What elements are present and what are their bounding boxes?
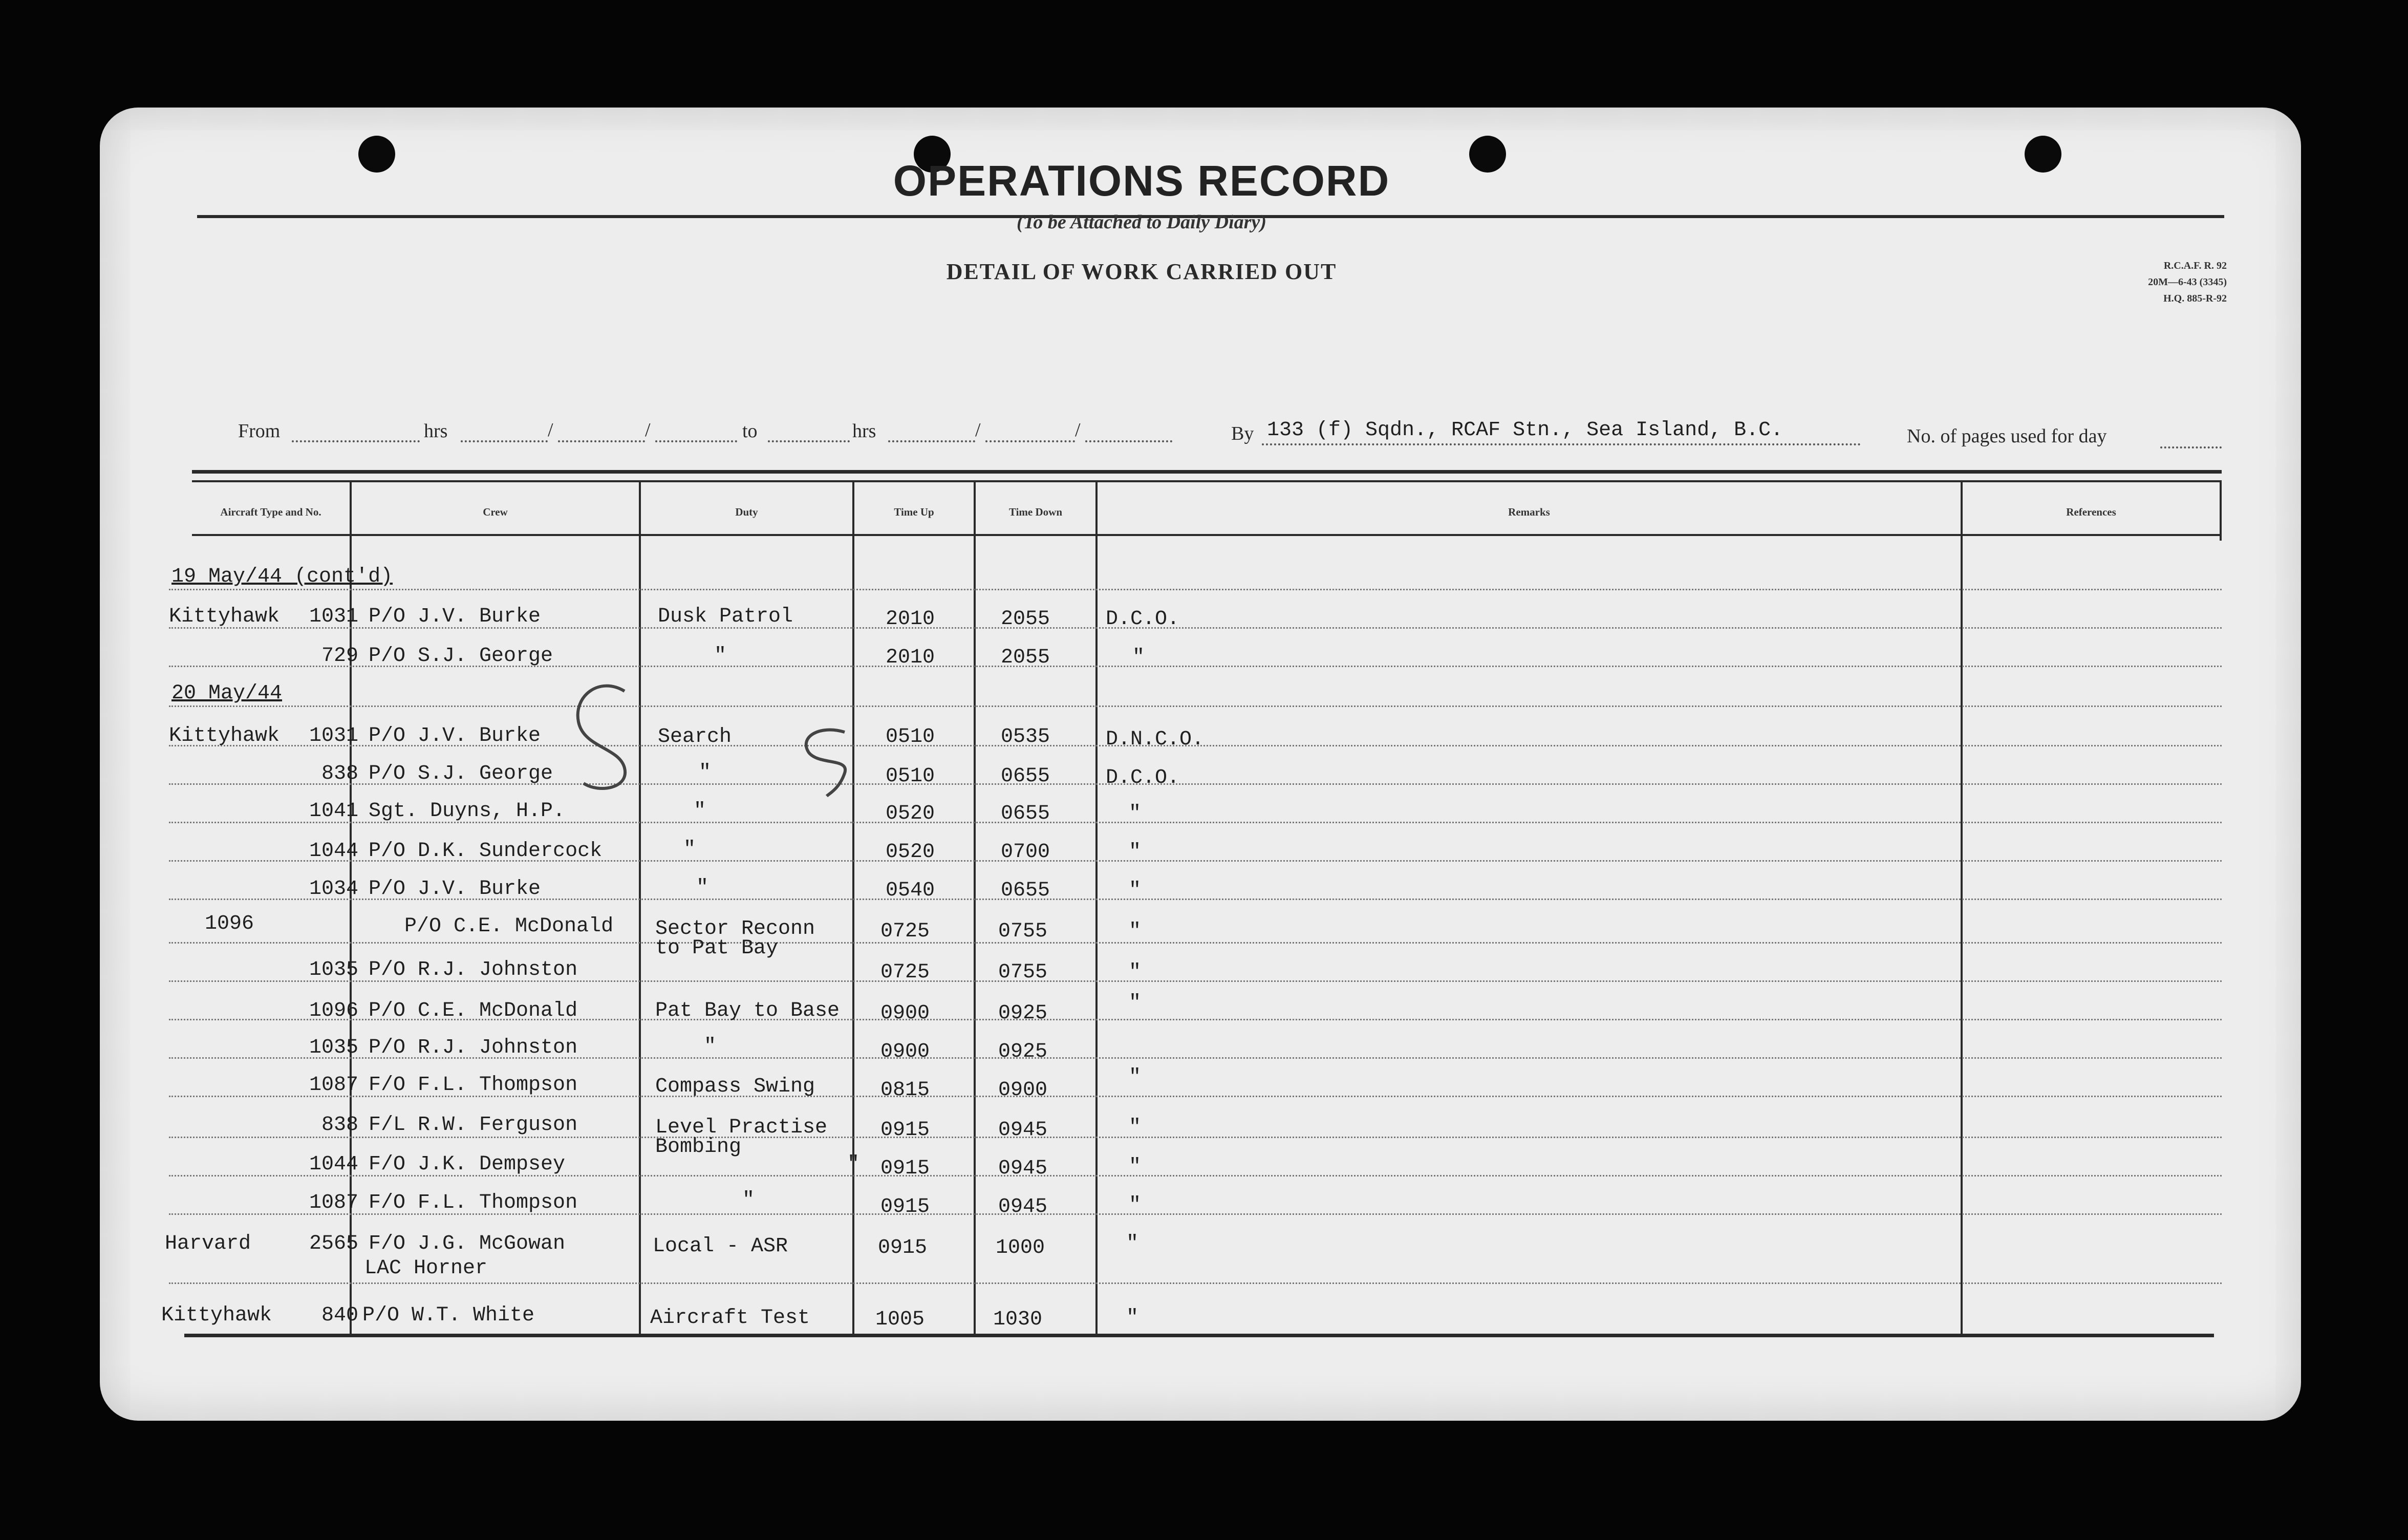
aircraft-no: 1034 xyxy=(309,878,358,901)
remarks: " xyxy=(1126,1307,1139,1330)
crew: P/O J.V. Burke xyxy=(369,724,541,747)
row-rule xyxy=(169,942,2222,944)
from-label: From xyxy=(238,420,281,442)
crew: P/O J.V. Burke xyxy=(369,878,541,901)
aircraft-type: Kittyhawk xyxy=(169,605,280,628)
aircraft-no: 1087 xyxy=(309,1074,358,1097)
time-up: 0915 xyxy=(878,1236,928,1259)
time-up: 1005 xyxy=(875,1308,925,1331)
time-down: 0945 xyxy=(998,1119,1048,1142)
crew: F/O J.G. McGowan xyxy=(369,1232,566,1255)
form-subheading: DETAIL OF WORK CARRIED OUT xyxy=(946,259,1337,284)
column-rule xyxy=(1961,480,1963,1335)
blank-line xyxy=(768,440,850,442)
slash: / xyxy=(975,419,981,441)
pencil-scribble xyxy=(563,676,645,799)
row-rule xyxy=(169,705,2222,707)
time-down: 1030 xyxy=(993,1308,1043,1331)
col-aircraft: Aircraft Type and No. xyxy=(220,506,321,518)
aircraft-no: 1096 xyxy=(205,912,254,935)
time-down: 2055 xyxy=(1001,608,1050,631)
time-down: 1000 xyxy=(996,1236,1045,1259)
column-rule xyxy=(2220,480,2222,541)
remarks: D.C.O. xyxy=(1106,766,1180,789)
remarks: D.C.O. xyxy=(1106,608,1180,631)
remarks: " xyxy=(1129,961,1142,984)
remarks: " xyxy=(1132,646,1145,669)
time-down: 0925 xyxy=(998,1002,1048,1025)
table-top-rule xyxy=(192,470,2222,474)
blank-line xyxy=(292,440,420,442)
duty: Aircraft Test xyxy=(650,1307,810,1330)
remarks: " xyxy=(1129,992,1142,1015)
col-remarks: Remarks xyxy=(1508,506,1550,518)
col-crew: Crew xyxy=(483,506,508,518)
blank-line xyxy=(461,440,548,442)
slash: / xyxy=(645,419,651,441)
duty: " xyxy=(694,800,706,823)
form-code-line: 20M—6-43 (3345) xyxy=(2148,276,2227,288)
time-up: 0520 xyxy=(886,802,935,825)
remarks: " xyxy=(1129,841,1142,864)
duty: " xyxy=(704,1035,717,1058)
duty: " xyxy=(742,1189,755,1212)
crew: P/O S.J. George xyxy=(369,645,553,668)
form-subtitle: (To be Attached to Daily Diary) xyxy=(1017,211,1266,233)
crew: Sgt. Duyns, H.P. xyxy=(369,800,566,823)
crew: P/O S.J. George xyxy=(369,762,553,785)
aircraft-type: Kittyhawk xyxy=(161,1304,272,1327)
blank-line xyxy=(655,440,737,442)
duty-continued: Bombing xyxy=(655,1136,742,1159)
blank-line xyxy=(985,440,1075,442)
to-label: to xyxy=(742,420,758,442)
crew: F/O J.K. Dempsey xyxy=(369,1153,566,1176)
pencil-scribble xyxy=(788,722,860,799)
aircraft-no: 1031 xyxy=(309,724,358,747)
time-down: 2055 xyxy=(1001,646,1050,669)
duty: Pat Bay to Base xyxy=(655,999,840,1022)
table-top-rule xyxy=(192,480,2222,482)
unit-name: 133 (f) Sqdn., RCAF Stn., Sea Island, B.C. xyxy=(1267,419,1783,442)
table-bottom-rule xyxy=(184,1334,2214,1337)
time-down: 0655 xyxy=(1001,765,1050,788)
slash: / xyxy=(548,419,553,441)
aircraft-no: 840 xyxy=(321,1304,358,1327)
remarks: " xyxy=(1129,920,1142,943)
hrs-label: hrs xyxy=(424,420,448,442)
duty: " xyxy=(714,645,727,668)
time-up: 0815 xyxy=(880,1079,930,1102)
date-heading: 20 May/44 xyxy=(171,682,283,705)
remarks: " xyxy=(1129,1194,1142,1217)
duty: Sector Reconn xyxy=(655,917,815,940)
aircraft-no: 1035 xyxy=(309,1036,358,1059)
pages-label: No. of pages used for day xyxy=(1907,425,2107,447)
time-down: 0755 xyxy=(998,961,1048,984)
time-up: 0725 xyxy=(880,920,930,943)
time-down: 0755 xyxy=(998,920,1048,943)
aircraft-no: 1087 xyxy=(309,1191,358,1214)
header-bottom-rule xyxy=(192,534,2222,536)
col-time-up: Time Up xyxy=(894,506,934,518)
time-up: 0915 xyxy=(880,1157,930,1180)
time-up: 0520 xyxy=(886,841,935,864)
time-down: 0900 xyxy=(998,1079,1048,1102)
remarks: D.N.C.O. xyxy=(1106,728,1205,751)
aircraft-no: 1044 xyxy=(309,1153,358,1176)
aircraft-no: 2565 xyxy=(309,1232,358,1255)
aircraft-type: Harvard xyxy=(165,1232,251,1255)
time-up: 2010 xyxy=(886,608,935,631)
time-down: 0945 xyxy=(998,1195,1048,1218)
remarks: " xyxy=(1129,879,1142,902)
remarks: " xyxy=(1129,1066,1142,1089)
crew: F/O F.L. Thompson xyxy=(369,1191,578,1214)
time-down: 0535 xyxy=(1001,725,1050,748)
time-up: 0900 xyxy=(880,1002,930,1025)
duty: Search xyxy=(658,725,732,748)
duty: Local - ASR xyxy=(653,1235,788,1258)
remarks: " xyxy=(1129,1156,1142,1179)
form-code-line: R.C.A.F. R. 92 xyxy=(2163,260,2227,271)
remarks: " xyxy=(1126,1232,1139,1255)
column-rule xyxy=(974,480,976,1335)
slash: / xyxy=(1075,419,1081,441)
duty: " xyxy=(699,761,712,784)
aircraft-no: 1044 xyxy=(309,840,358,863)
time-up: 0725 xyxy=(880,961,930,984)
time-up: 0915 xyxy=(880,1119,930,1142)
aircraft-no: 1096 xyxy=(309,999,358,1022)
form-code-line: H.Q. 885-R-92 xyxy=(2163,293,2227,304)
date-heading: 19 May/44 (cont'd) xyxy=(171,565,393,588)
aircraft-no: 1031 xyxy=(309,605,358,628)
crew: P/O C.E. McDonald xyxy=(369,999,578,1022)
time-up: 0510 xyxy=(886,765,935,788)
form-title: OPERATIONS RECORD xyxy=(893,157,1390,205)
blank-line xyxy=(2160,446,2222,448)
crew: F/O F.L. Thompson xyxy=(369,1074,578,1097)
aircraft-type: Kittyhawk xyxy=(169,724,280,747)
col-duty: Duty xyxy=(735,506,758,518)
aircraft-no: 729 xyxy=(321,645,358,668)
duty: " xyxy=(696,876,709,900)
aircraft-no: 838 xyxy=(321,1114,358,1137)
duty: " xyxy=(683,838,696,861)
column-rule xyxy=(852,480,854,1335)
aircraft-no: 1041 xyxy=(309,800,358,823)
row-rule xyxy=(169,589,2222,590)
remarks: " xyxy=(1129,1116,1142,1139)
time-up: 0915 xyxy=(880,1195,930,1218)
time-up: 2010 xyxy=(886,646,935,669)
crew: P/O W.T. White xyxy=(362,1304,535,1327)
duty: Dusk Patrol xyxy=(658,605,793,628)
hrs-label: hrs xyxy=(852,420,876,442)
column-rule xyxy=(639,480,641,1335)
blank-line xyxy=(1085,440,1172,442)
blank-line xyxy=(888,440,975,442)
duty: Compass Swing xyxy=(655,1075,815,1098)
duty: " xyxy=(847,1153,860,1176)
column-rule xyxy=(1095,480,1098,1335)
crew: P/O D.K. Sundercock xyxy=(369,840,603,863)
col-time-down: Time Down xyxy=(1008,506,1063,518)
time-down: 0655 xyxy=(1001,879,1050,902)
aircraft-no: 1035 xyxy=(309,958,358,981)
time-down: 0655 xyxy=(1001,802,1050,825)
time-down: 0945 xyxy=(998,1157,1048,1180)
by-label: By xyxy=(1231,423,1254,444)
time-down: 0925 xyxy=(998,1040,1048,1063)
punch-hole xyxy=(358,136,395,173)
row-rule xyxy=(169,1137,2222,1138)
crew: P/O R.J. Johnston xyxy=(369,1036,578,1059)
duty: Level Practise xyxy=(655,1116,828,1139)
blank-line xyxy=(1262,443,1861,445)
time-up: 0510 xyxy=(886,725,935,748)
crew: P/O J.V. Burke xyxy=(369,605,541,628)
crew: F/L R.W. Ferguson xyxy=(369,1114,578,1137)
row-rule xyxy=(169,1282,2222,1284)
crew-continued: LAC Horner xyxy=(364,1257,488,1280)
blank-line xyxy=(558,440,645,442)
crew: P/O C.E. McDonald xyxy=(404,915,614,938)
time-up: 0900 xyxy=(880,1040,930,1063)
remarks: " xyxy=(1129,802,1142,825)
crew: P/O R.J. Johnston xyxy=(369,958,578,981)
punch-hole xyxy=(2025,136,2061,173)
col-references: References xyxy=(2066,506,2116,518)
time-down: 0700 xyxy=(1001,841,1050,864)
duty-continued: to Pat Bay xyxy=(655,937,779,960)
time-up: 0540 xyxy=(886,879,935,902)
aircraft-no: 838 xyxy=(321,762,358,785)
